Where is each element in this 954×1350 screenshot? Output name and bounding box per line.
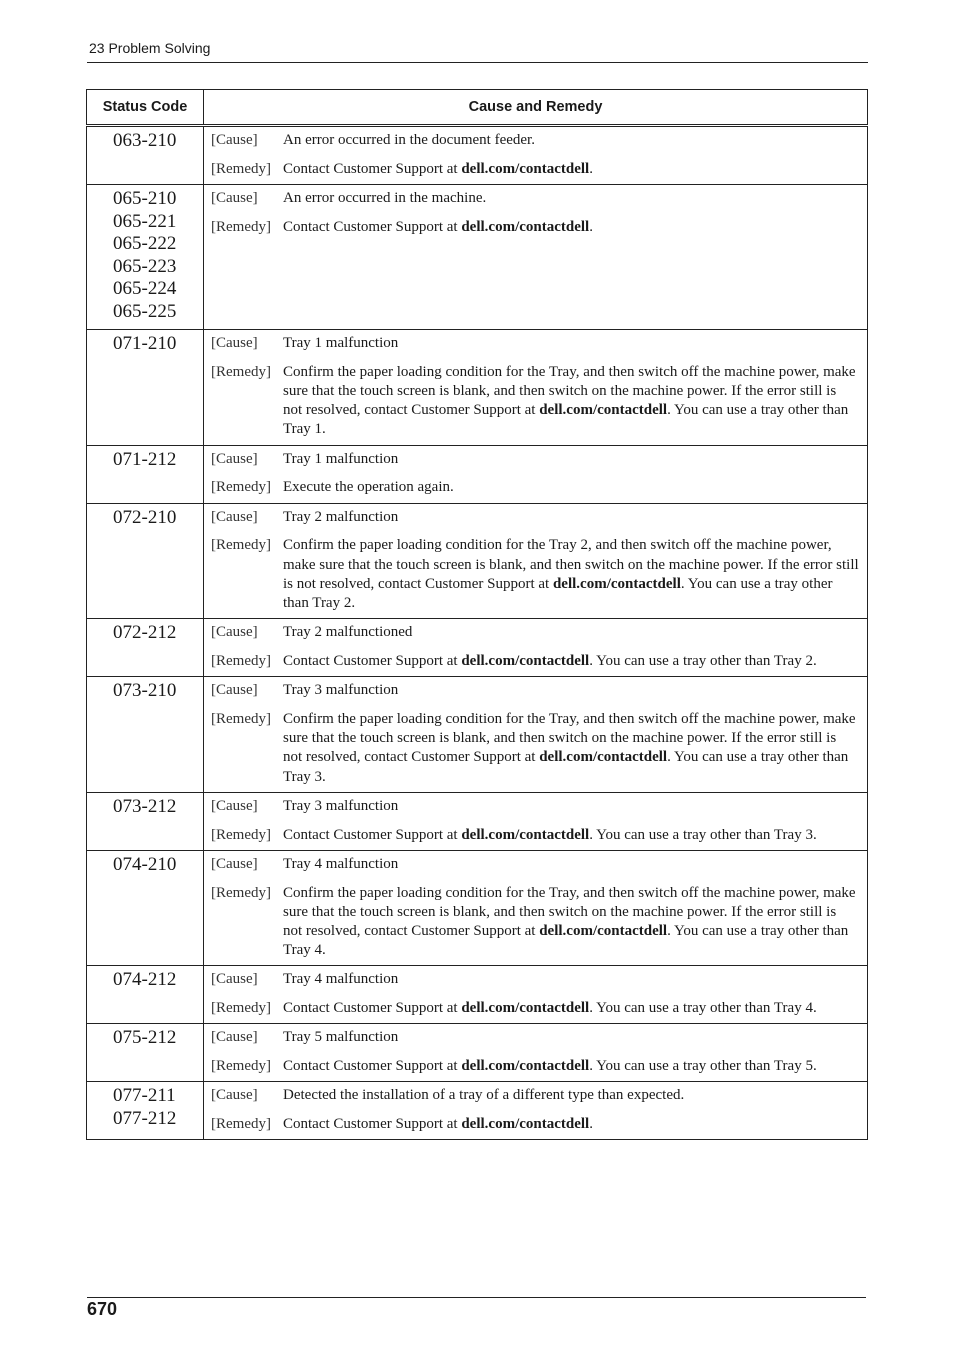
status-code-cell [87, 619, 204, 677]
status-code: 065-222 [113, 233, 177, 254]
status-code: 065-210 [113, 188, 177, 209]
remedy-text [283, 160, 859, 179]
cause-label: [Cause] [211, 682, 258, 699]
support-link[interactable]: dell.com/contactdell [461, 160, 590, 177]
status-code-cell [87, 1082, 204, 1140]
remedy-segment: . You can use a tray other than Tray 4. [589, 1000, 817, 1017]
remedy-text [283, 363, 859, 440]
remedy-label: [Remedy] [211, 537, 271, 554]
cause-remedy-cell [204, 1082, 868, 1140]
cause-label: [Cause] [211, 335, 258, 351]
table-row [87, 966, 868, 1024]
cause-text: Tray 2 malfunction [283, 508, 399, 525]
remedy-line [211, 1115, 859, 1134]
remedy-text [283, 884, 859, 961]
remedy-label: [Remedy] [211, 884, 271, 901]
remedy-segment: . You can use a tray other than Tray 4. [283, 923, 849, 959]
cause-remedy-cell [204, 445, 868, 503]
remedy-line [211, 363, 859, 440]
status-code-column-header: Status Code [87, 90, 204, 126]
status-code-cell [87, 185, 204, 330]
table-row [87, 126, 868, 185]
cause-text: Tray 2 malfunctioned [283, 624, 413, 641]
remedy-segment: . [589, 218, 593, 235]
cause-label: [Cause] [211, 855, 258, 872]
table-body [87, 126, 868, 1140]
remedy-text [283, 999, 859, 1018]
remedy-label: [Remedy] [211, 711, 271, 728]
cause-text: Tray 4 malfunction [283, 971, 399, 988]
remedy-line [211, 710, 859, 787]
cause-line [211, 970, 859, 989]
table-row [87, 503, 868, 619]
cause-remedy-cell [204, 185, 868, 330]
running-header: 23 Problem Solving [89, 40, 211, 56]
status-code-table [86, 89, 868, 1140]
remedy-segment: . You can use a tray other than Tray 1. [283, 402, 849, 438]
status-code: 071-212 [113, 448, 177, 470]
remedy-line [211, 884, 859, 961]
status-code: 072-212 [113, 622, 177, 644]
status-code-cell [87, 503, 204, 619]
remedy-segment: . You can use a tray other than Tray 2. [589, 653, 817, 670]
status-code: 072-210 [113, 506, 177, 528]
remedy-label: [Remedy] [211, 479, 271, 496]
support-link[interactable]: dell.com/contactdell [461, 1000, 590, 1017]
cause-label: [Cause] [211, 190, 258, 206]
status-code-cell [87, 792, 204, 850]
support-link[interactable]: dell.com/contactdell [539, 402, 668, 419]
remedy-line [211, 218, 859, 237]
cause-line [211, 189, 859, 208]
cause-line [211, 334, 859, 353]
remedy-segment: . You can use a tray other than Tray 5. [589, 1058, 817, 1075]
cause-remedy-cell [204, 330, 868, 446]
status-code: 071-210 [113, 333, 177, 354]
remedy-text [283, 652, 859, 671]
cause-label: [Cause] [211, 132, 258, 148]
remedy-text [283, 1115, 859, 1134]
remedy-segment: . You can use a tray other than Tray 3. [589, 826, 817, 843]
remedy-segment: Contact Customer Support at [283, 653, 462, 670]
cause-line [211, 681, 859, 700]
cause-text: Tray 4 malfunction [283, 855, 399, 872]
table-row [87, 1024, 868, 1082]
cause-text: Tray 3 malfunction [283, 797, 399, 814]
status-code: 074-212 [113, 969, 177, 991]
support-link[interactable]: dell.com/contactdell [461, 1058, 590, 1075]
status-code-cell [87, 445, 204, 503]
cause-label: [Cause] [211, 797, 258, 814]
remedy-segment: Execute the operation again. [283, 479, 454, 496]
remedy-label: [Remedy] [211, 160, 271, 177]
status-code-cell [87, 330, 204, 446]
cause-text: An error occurred in the machine. [283, 190, 487, 206]
cause-remedy-cell [204, 677, 868, 793]
cause-label: [Cause] [211, 971, 258, 988]
support-link[interactable]: dell.com/contactdell [461, 826, 590, 843]
cause-text: Tray 5 malfunction [283, 1029, 399, 1046]
status-code-cell [87, 1024, 204, 1082]
table-row [87, 792, 868, 850]
remedy-segment: Confirm the paper loading condition for the Tray 2, and then switch off the machine power, make sure that the touch screen is blank, and then switch on the machine power. If the error still is not resolved, contact Customer Support at [283, 537, 859, 592]
support-link[interactable]: dell.com/contactdell [461, 218, 590, 235]
remedy-text [283, 826, 859, 845]
remedy-segment: . [589, 160, 593, 177]
remedy-segment: Contact Customer Support at [283, 1116, 462, 1133]
cause-label: [Cause] [211, 450, 258, 467]
cause-line [211, 450, 859, 469]
remedy-segment: . [589, 1116, 593, 1133]
cause-remedy-cell [204, 966, 868, 1024]
status-code: 065-221 [113, 210, 177, 232]
remedy-label: [Remedy] [211, 1116, 271, 1133]
status-code: 073-212 [113, 795, 177, 817]
support-link[interactable]: dell.com/contactdell [552, 575, 681, 592]
status-code: 065-223 [113, 255, 177, 277]
cause-line [211, 855, 859, 874]
table-row [87, 185, 868, 330]
remedy-line [211, 826, 859, 845]
header-divider [87, 62, 868, 63]
table-row [87, 445, 868, 503]
cause-label: [Cause] [211, 1087, 258, 1104]
remedy-segment: Contact Customer Support at [283, 160, 462, 177]
table-row [87, 677, 868, 793]
cause-remedy-cell [204, 503, 868, 619]
status-code: 075-212 [113, 1027, 177, 1049]
cause-line [211, 131, 859, 150]
cause-text: An error occurred in the document feeder. [283, 132, 535, 148]
remedy-text [283, 710, 859, 787]
remedy-label: [Remedy] [211, 1000, 271, 1017]
status-code: 073-210 [113, 680, 177, 702]
cause-line [211, 797, 859, 816]
status-code: 063-210 [113, 130, 177, 151]
remedy-line [211, 1057, 859, 1076]
cause-line [211, 623, 859, 642]
remedy-label: [Remedy] [211, 363, 271, 380]
table-header-row [87, 90, 868, 126]
remedy-segment: Contact Customer Support at [283, 1000, 462, 1017]
cause-remedy-cell [204, 850, 868, 966]
remedy-segment: Confirm the paper loading condition for the Tray, and then switch off the machine power, make sure that the touch screen is blank, and then switch on the machine power. If the error still is not resolved, contact Customer Support at [283, 711, 856, 766]
page-number: 670 [87, 1299, 118, 1319]
remedy-segment: Contact Customer Support at [283, 218, 462, 235]
remedy-text [283, 218, 859, 237]
remedy-text [283, 536, 859, 613]
cause-remedy-column-header: Cause and Remedy [204, 90, 868, 126]
cause-label: [Cause] [211, 1029, 258, 1046]
status-code-cell [87, 126, 204, 185]
table-row [87, 850, 868, 966]
cause-remedy-cell [204, 126, 868, 185]
support-link[interactable]: dell.com/contactdell [539, 749, 668, 766]
remedy-segment: . You can use a tray other than Tray 2. [283, 575, 833, 612]
remedy-segment: Confirm the paper loading condition for the Tray, and then switch off the machine power, make sure that the touch screen is blank, and then switch on the machine power. If the error still is not resolved, contact Customer Support at [283, 884, 856, 940]
status-code: 065-225 [113, 300, 177, 322]
cause-label: [Cause] [211, 508, 258, 525]
cause-text: Tray 1 malfunction [283, 450, 399, 467]
cause-remedy-cell [204, 792, 868, 850]
remedy-line [211, 652, 859, 671]
remedy-line [211, 160, 859, 179]
cause-line [211, 1028, 859, 1047]
status-code: 077-212 [113, 1107, 177, 1129]
table-row [87, 1082, 868, 1140]
status-code: 074-210 [113, 853, 177, 875]
remedy-line [211, 478, 859, 497]
remedy-label: [Remedy] [211, 218, 271, 235]
footer-divider [87, 1297, 866, 1298]
remedy-label: [Remedy] [211, 653, 271, 670]
status-code: 065-224 [113, 278, 177, 299]
status-code-cell [87, 677, 204, 793]
remedy-label: [Remedy] [211, 1058, 271, 1075]
status-code-cell [87, 850, 204, 966]
cause-line [211, 508, 859, 527]
remedy-label: [Remedy] [211, 826, 271, 843]
table-row [87, 619, 868, 677]
cause-line [211, 1086, 859, 1105]
remedy-segment: Contact Customer Support at [283, 1058, 462, 1075]
remedy-segment: Confirm the paper loading condition for the Tray, and then switch off the machine power, make sure that the touch screen is blank, and then switch on the machine power. If the error still is not resolved, contact Customer Support at [283, 363, 856, 419]
support-link[interactable]: dell.com/contactdell [539, 923, 668, 940]
remedy-segment: Contact Customer Support at [283, 826, 462, 843]
cause-remedy-cell [204, 619, 868, 677]
remedy-text [283, 478, 859, 497]
cause-text: Tray 3 malfunction [283, 682, 399, 699]
table-row [87, 330, 868, 446]
support-link[interactable]: dell.com/contactdell [461, 653, 590, 670]
support-link[interactable]: dell.com/contactdell [461, 1116, 590, 1133]
remedy-line [211, 536, 859, 613]
cause-label: [Cause] [211, 624, 258, 641]
cause-text: Tray 1 malfunction [283, 335, 399, 351]
cause-text: Detected the installation of a tray of a different type than expected. [283, 1087, 685, 1104]
remedy-line [211, 999, 859, 1018]
status-code: 077-211 [113, 1085, 176, 1107]
status-code-cell [87, 966, 204, 1024]
remedy-segment: . You can use a tray other than Tray 3. [283, 749, 849, 785]
remedy-text [283, 1057, 859, 1076]
cause-remedy-cell [204, 1024, 868, 1082]
